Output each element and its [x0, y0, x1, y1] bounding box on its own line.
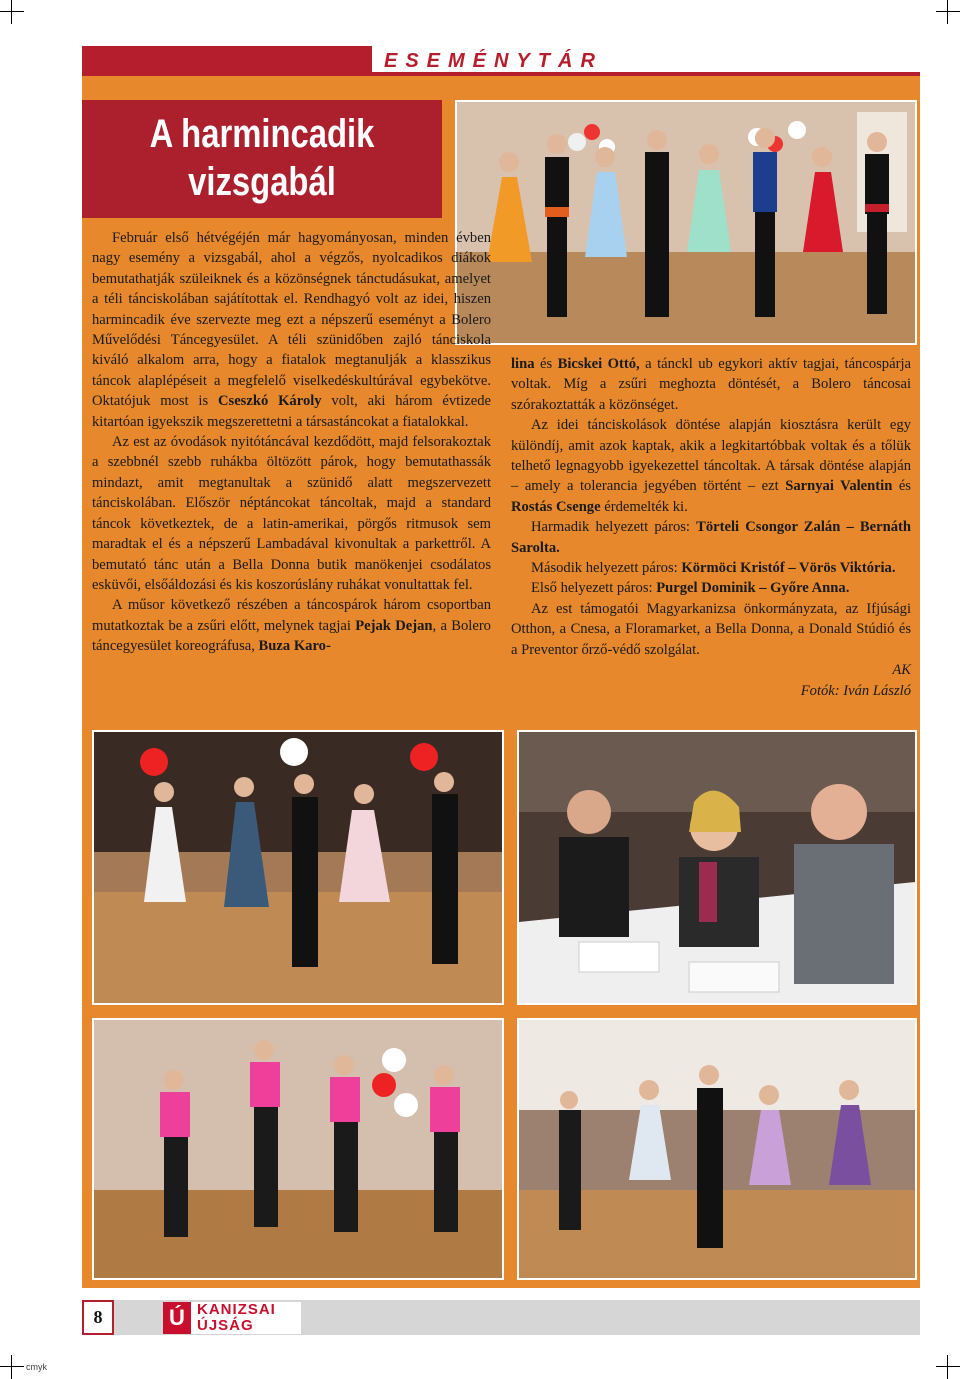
left-paragraph-2: Az est az óvodások nyitótáncával kezdődött, majd felsorakoztak a szebbnél szebb ruhákba öltözött párok, hogy bemutathassák mindazt, amit megtanultak a szünidő alatt megszervezett tánciskolában. Először néptáncokat táncoltak, majd a standard táncok következtek, de a latin-amerikai, pörgős ritmusok sem maradtak el és a népszerű Lambadával kivonultak a parkettről. A bemutató tánc után a Bella Donna butik manökenjei csodálatos esküvői, elsőáldozási és kis koszorúslány ruhákat vonultattak fel.: [92, 434, 491, 593]
article-title-line2: vizsgabál: [188, 160, 336, 204]
right-p2-name2: Rostás Csenge: [511, 498, 601, 515]
logo-text-line2: ÚJSÁG: [197, 1317, 254, 1334]
right-paragraph-4: [511, 558, 911, 578]
left-p3-text-a: A műsor következő részében a táncospárok három csoportban mutatkoztak be a zsűri előtt, melynek tagjai: [92, 597, 491, 634]
right-paragraph-2: [511, 415, 911, 517]
section-header-bar: [82, 46, 920, 76]
photo-credit: Fotók: Iván László: [800, 682, 911, 699]
right-p1-text-b: a tánckl ub egykori aktív tagjai, táncospárja voltak. Míg a zsűri meghozta döntését, a Bolero táncosai szórakoztatták a közönséget.: [511, 356, 911, 413]
right-p1-name2: Bicskei Ottó,: [557, 356, 640, 372]
right-p3-name: Törteli Csongor Zalán – Bernáth Sarolta.: [511, 519, 911, 556]
author-signature: AK: [892, 662, 911, 679]
article-title-line1: A harmincadik: [149, 112, 375, 156]
right-p2-name1: Sarnyai Valentin: [785, 478, 893, 495]
right-p4-name: Körmöci Kristóf – Vörös Viktória.: [681, 560, 896, 577]
right-p1-text-a: és: [534, 356, 558, 372]
left-p1-text-a: Február első hétvégéjén már hagyományosan, minden évben nagy esemény a vizsgabál, ahol a végzős, nyolcadikos diákok bemutathatják szüleiknek és a közönségnek tánctudásukat, amelyet a téli tánciskolában sajátítottak el. Rendhagyó volt az idei, hiszen harmincadik éve szervezte meg ezt a népszerű eseményt a Bolero Művelődési Táncegyesület. A téli szünidőben zajló tánciskola kiváló alkalom arra, hogy a fiatalok megtanulják a klasszikus táncok alaplépéseit a megfelelő viselkedéskultúrával egybekötve. Oktatójuk most is: [92, 230, 491, 410]
left-p1-name: Cseszkó Károly: [217, 393, 322, 410]
crop-mark-bottom-left: [0, 1355, 24, 1379]
section-label: ESEMÉNYTÁR: [372, 46, 920, 72]
left-paragraph-1: [92, 228, 491, 432]
right-p5-name: Purgel Dominik – Győre Anna.: [656, 580, 850, 597]
right-paragraph-3: [511, 517, 911, 558]
right-p3-text: Harmadik helyezett páros:: [531, 519, 697, 536]
logo-mark-icon: Ú: [163, 1302, 191, 1334]
right-p2-text-b: és: [892, 478, 911, 495]
right-p2-text-c: érdemelték ki.: [600, 498, 688, 515]
crop-mark-bottom-right: [936, 1355, 960, 1379]
crop-mark-top-left: [0, 0, 24, 24]
photo-dancers-lineup: [455, 100, 917, 345]
photo-pink-dancers: [92, 1018, 504, 1280]
right-paragraph-5: [511, 578, 911, 598]
page-number: 8: [82, 1300, 114, 1335]
right-p1-name1: lina: [511, 356, 535, 372]
crop-mark-top-right: [936, 0, 960, 24]
left-p3-name2: Buza Karo-: [258, 638, 331, 655]
photo-waltz-couples: [517, 1018, 917, 1280]
right-p2-text-a: Az idei tánciskolások döntése alapján kiosztásra került egy különdíj, amit azok kaptak, akik a legkitartóbbak voltak és a tőlük telhető legnagyobb igyekezettel táncoltak. A társak döntése alapján – amely a tolerancia jegyében történt – ezt: [511, 417, 911, 495]
left-paragraph-3: [92, 595, 491, 656]
right-paragraph-1: [511, 354, 911, 415]
left-p3-name1: Pejak Dejan: [355, 617, 433, 634]
logo-text-line1: KANIZSAI: [197, 1301, 276, 1318]
right-p5-text: Első helyezett páros:: [531, 580, 657, 597]
right-p4-text: Második helyezett páros:: [531, 560, 682, 577]
print-color-mark: cmyk: [26, 1362, 47, 1372]
photo-jury-table: [517, 730, 917, 1005]
right-paragraph-6: Az est támogatói Magyarkanizsa önkormányzata, az Ifjúsági Otthon, a Cnesa, a Floramarket, a Bella Donna, a Donald Stúdió és a Preventor őrző-védő szolgálat.: [511, 600, 911, 658]
right-column-text: [511, 354, 911, 701]
left-p1-text-b: volt, aki három évtizede kitartóan igyekszik megszerettetni a társastáncokat a fiatalokkal.: [92, 393, 491, 430]
article-title-box: [82, 100, 442, 218]
publication-logo: [163, 1302, 301, 1334]
photo-couples-dancing: [92, 730, 504, 1005]
left-column-text: [92, 228, 491, 657]
left-p3-text-b: , a Bolero táncegyesület koreográfusa,: [92, 617, 491, 655]
